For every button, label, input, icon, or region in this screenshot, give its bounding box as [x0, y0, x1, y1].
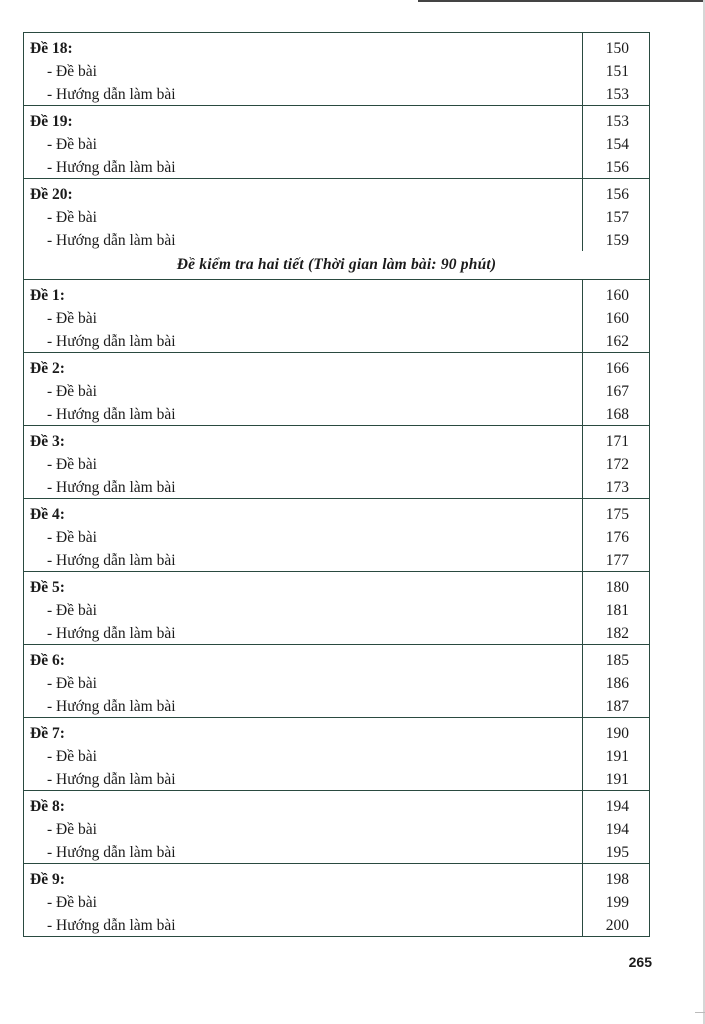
page-ref: 195: [605, 844, 629, 861]
entry-item-huong-dan: - Hướng dẫn làm bài: [47, 406, 176, 423]
page-ref: 173: [605, 479, 629, 496]
toc-entry-titles: [24, 106, 583, 178]
toc-entry-pages: [583, 499, 649, 571]
toc-entry-pages: [583, 280, 649, 352]
toc-entry-pages: [583, 179, 649, 251]
page-ref: 190: [605, 725, 629, 742]
entry-title: Đề 20:: [30, 186, 73, 203]
page-ref: 151: [605, 63, 629, 80]
toc-entry-titles: [24, 499, 583, 571]
toc-entry-titles: [24, 179, 583, 251]
page-ref: 150: [605, 40, 629, 57]
page-ref: 185: [605, 652, 629, 669]
toc-entry: [24, 179, 649, 251]
entry-item-de-bai: - Đề bài: [47, 529, 97, 546]
entry-item-huong-dan: - Hướng dẫn làm bài: [47, 625, 176, 642]
toc-entry-pages: [583, 353, 649, 425]
entry-title: Đề 9:: [30, 871, 65, 888]
page-ref: 153: [605, 113, 629, 130]
toc-entry: [24, 353, 649, 426]
page-ref: 177: [605, 552, 629, 569]
page-ref: 198: [605, 871, 629, 888]
entry-item-de-bai: - Đề bài: [47, 136, 97, 153]
page-ref: 187: [605, 698, 629, 715]
page-ref: 186: [605, 675, 629, 692]
page-ref: 162: [605, 333, 629, 350]
entry-title: Đề 7:: [30, 725, 65, 742]
page-ref: 180: [605, 579, 629, 596]
toc-entry-titles: [24, 33, 583, 105]
page-ref: 153: [605, 86, 629, 103]
entry-item-de-bai: - Đề bài: [47, 602, 97, 619]
toc-entry-pages: [583, 718, 649, 790]
toc-table: [23, 32, 650, 937]
page-ref: 157: [605, 209, 629, 226]
entry-title: Đề 4:: [30, 506, 65, 523]
entry-item-de-bai: - Đề bài: [47, 821, 97, 838]
page-ref: 160: [605, 310, 629, 327]
page-ref: 166: [605, 360, 629, 377]
page-ref: 199: [605, 894, 629, 911]
toc-entry-titles: [24, 718, 583, 790]
page-ref: 175: [605, 506, 629, 523]
entry-item-de-bai: - Đề bài: [47, 310, 97, 327]
entry-title: Đề 3:: [30, 433, 65, 450]
page-ref: 156: [605, 186, 629, 203]
toc-entry: [24, 106, 649, 179]
toc-entry-titles: [24, 572, 583, 644]
page-ref: 191: [605, 771, 629, 788]
entry-item-de-bai: - Đề bài: [47, 675, 97, 692]
entry-item-huong-dan: - Hướng dẫn làm bài: [47, 333, 176, 350]
entry-title: Đề 2:: [30, 360, 65, 377]
toc-entry: [24, 33, 649, 106]
toc-entry: [24, 718, 649, 791]
toc-section-header: Đề kiểm tra hai tiết (Thời gian làm bài: 90 phút): [176, 256, 497, 273]
page-ref: 154: [605, 136, 629, 153]
entry-title: Đề 1:: [30, 287, 65, 304]
toc-group-bottom: [24, 280, 649, 936]
toc-section-header-row: [24, 251, 649, 280]
page-ref: 191: [605, 748, 629, 765]
entry-item-de-bai: - Đề bài: [47, 894, 97, 911]
page-ref: 181: [605, 602, 629, 619]
toc-entry-titles: [24, 353, 583, 425]
page-ref: 172: [605, 456, 629, 473]
page-ref: 159: [605, 232, 629, 249]
toc-entry: [24, 572, 649, 645]
toc-entry-titles: [24, 791, 583, 863]
toc-entry-pages: [583, 106, 649, 178]
toc-entry: [24, 499, 649, 572]
toc-entry-titles: [24, 280, 583, 352]
toc-entry-pages: [583, 33, 649, 105]
entry-item-huong-dan: - Hướng dẫn làm bài: [47, 479, 176, 496]
page-ref: 160: [605, 287, 629, 304]
toc-entry-pages: [583, 645, 649, 717]
entry-item-huong-dan: - Hướng dẫn làm bài: [47, 771, 176, 788]
entry-title: Đề 5:: [30, 579, 65, 596]
entry-item-de-bai: - Đề bài: [47, 456, 97, 473]
top-rule: [418, 0, 705, 2]
entry-item-huong-dan: - Hướng dẫn làm bài: [47, 917, 176, 934]
page-ref: 156: [605, 159, 629, 176]
entry-item-de-bai: - Đề bài: [47, 209, 97, 226]
toc-entry-titles: [24, 645, 583, 717]
entry-title: Đề 18:: [30, 40, 73, 57]
toc-entry: [24, 645, 649, 718]
toc-entry-pages: [583, 426, 649, 498]
entry-title: Đề 19:: [30, 113, 73, 130]
page-ref: 168: [605, 406, 629, 423]
page-ref: 167: [605, 383, 629, 400]
entry-item-huong-dan: - Hướng dẫn làm bài: [47, 552, 176, 569]
entry-item-huong-dan: - Hướng dẫn làm bài: [47, 86, 176, 103]
crop-mark: [695, 1012, 705, 1013]
toc-entry-pages: [583, 572, 649, 644]
page-number: 265: [628, 954, 652, 970]
page-ref: 200: [605, 917, 629, 934]
toc-entry-titles: [24, 426, 583, 498]
toc-entry: [24, 864, 649, 936]
page-ref: 194: [605, 798, 629, 815]
entry-item-de-bai: - Đề bài: [47, 748, 97, 765]
entry-item-huong-dan: - Hướng dẫn làm bài: [47, 844, 176, 861]
entry-item-huong-dan: - Hướng dẫn làm bài: [47, 232, 176, 249]
toc-entry: [24, 791, 649, 864]
page-ref: 176: [605, 529, 629, 546]
entry-title: Đề 8:: [30, 798, 65, 815]
toc-entry-pages: [583, 791, 649, 863]
entry-item-de-bai: - Đề bài: [47, 63, 97, 80]
page-ref: 182: [605, 625, 629, 642]
toc-entry: [24, 426, 649, 499]
entry-item-huong-dan: - Hướng dẫn làm bài: [47, 698, 176, 715]
page-ref: 171: [605, 433, 629, 450]
page-ref: 194: [605, 821, 629, 838]
entry-item-de-bai: - Đề bài: [47, 383, 97, 400]
toc-group-top: [24, 33, 649, 251]
toc-entry-titles: [24, 864, 583, 936]
entry-item-huong-dan: - Hướng dẫn làm bài: [47, 159, 176, 176]
entry-title: Đề 6:: [30, 652, 65, 669]
toc-entry-pages: [583, 864, 649, 936]
toc-entry: [24, 280, 649, 353]
